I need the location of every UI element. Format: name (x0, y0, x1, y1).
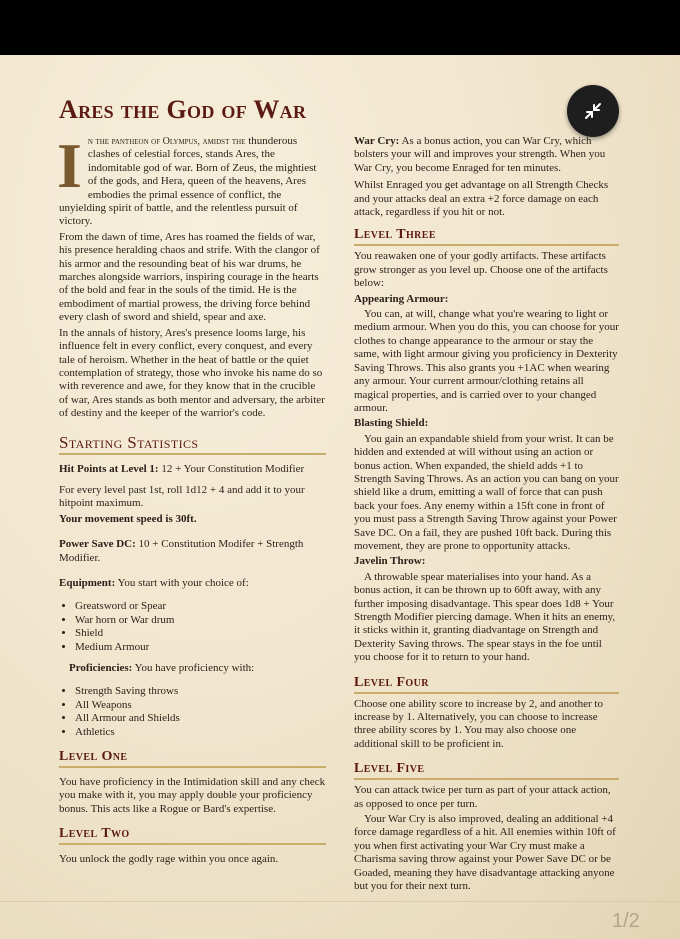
list-item: • All Armour and Shields (75, 712, 326, 725)
intro-paragraph (57, 130, 326, 229)
document-page (0, 55, 680, 939)
list-item: • Strength Saving throws (75, 685, 326, 698)
page-number: 1/2 (612, 910, 640, 932)
equipment-list (59, 600, 326, 654)
level-two-text: You unlock the godly rage within you once again. (59, 853, 279, 866)
right-column (354, 135, 619, 896)
list-item: • Athletics (75, 726, 326, 739)
level-one-heading: Level One (59, 749, 326, 768)
movement-speed: Your movement speed is 30ft. (59, 512, 197, 525)
intro-rest: thunderous clashes of celestial forces, stands Ares, the indomitable god of war. Born of Zeus, the mightiest of the gods, and Hera, queen of the heavens, Ares embodies the primal essence of conflict, the unyielding spirit of battle, and the relentless pursuit of victory. (59, 135, 317, 228)
starting-statistics-heading: Starting Statistics (59, 433, 326, 455)
level-five-text-2: Your War Cry is also improved, dealing an additional +4 force damage regardless of a hit. All enemies within 10ft of you when first activating your War Cry must make a Charisma saving throw against your Power Save DC or be Goaded, meaning they have disadvantage attacking anyone but you for their next turn. (354, 813, 616, 893)
minimize-arrows-icon (582, 100, 604, 122)
exit-fullscreen-button[interactable] (567, 85, 619, 137)
intro-paragraph-2: From the dawn of time, Ares has roamed the fields of war, his presence heralding chaos and strife. With the clangor of his armor and the resounding beat of his war drums, he marches alongside warriors, inspiring courage in the hearts of the bold and fear in the souls of the timid. He is the embodiment of martial prowess, the driving force behind every clash of sword and shield, spear and axe. (59, 230, 320, 324)
artifact-text-armour: You can, at will, change what you're wearing to light or medium armour. When you do this, you can choose for your clothes to change appearance to the armour or stay the same, with light armour giving you proficiency in Dexterity Saving Throws. This also grants you +1AC when wearing any armour. Your current armour/clothing retains all magical properties, and is carried over to your changed armour. (354, 308, 619, 414)
list-item: • War horn or War drum (75, 614, 326, 627)
proficiencies: Proficiencies: You have proficiency with: (69, 662, 255, 674)
artifact-title-shield: Blasting Shield: (354, 417, 429, 430)
level-five-text: You can attack twice per turn as part of your attack action, as opposed to once per turn. (354, 784, 611, 810)
power-save-dc: Power Save DC: 10 + Constitution Modifer + Strength Modifier. (59, 538, 304, 564)
list-item: • All Weapons (75, 699, 326, 712)
level-five-heading: Level Five (354, 761, 619, 780)
level-two-heading: Level Two (59, 826, 326, 845)
level-four-text: Choose one ability score to increase by 2, and another to increase by 1. Alternatively, you can choose to increase three ability scores by 1. You may also choose one additional skill to be proficient in. (354, 697, 603, 750)
intro-lead: n the pantheon of Olympus, amidst the (87, 136, 246, 147)
artifact-text-shield: You gain an expandable shield from your wrist. It can be hidden and extended at will without using an action or bonus action. When expanded, the shield adds +1 to Strength Saving Throws. As an action you can bang on your shield like a drum, emitting a wall of force that can push back your foes. Any enemy within a 15ft cone in front of you must pass a Strength Saving Throw against your Power Save DC. On a fail, they are pushed 10ft back. During this movement, they are prone to opportunity attacks. (354, 432, 619, 552)
left-column (57, 130, 326, 869)
artifact-text-javelin: A throwable spear materialises into your hand. As a bonus action, it can be thrown up to 60ft away, with any further imposing disadvantage. This spear does 1d8 + Your Strength Modifier piercing damage. When it hits an enemy, it sticks within it, granting diadvantage on Strength and Dexterity Saving throws. The spear stays in the foe until you choose for it to return to your hand. (354, 570, 616, 664)
hit-points-detail: For every level past 1st, roll 1d12 + 4 and add it to your hitpoint maximum. (59, 483, 305, 510)
artifact-title-javelin: Javelin Throw: (354, 555, 426, 568)
war-cry: War Cry: As a bonus action, you can War Cry, which bolsters your will and improves your strength. When you War Cry, you become Enraged for ten minutes. (354, 135, 606, 174)
level-three-intro: You reawaken one of your godly artifacts. These artifacts grow stronger as you level up. Choose one of the artifacts below: (354, 250, 608, 290)
hit-points: Hit Points at Level 1: 12 + Your Constitution Modifier (59, 462, 305, 475)
equipment: Equipment: You start with your choice of: (59, 576, 249, 589)
artifact-title-armour: Appearing Armour: (354, 292, 449, 305)
list-item: • Shield (75, 627, 326, 640)
war-cry-enraged: Whilst Enraged you get advantage on all Strength Checks and your attacks deal an extra +2 force damage on each attack, regardless if you hit or not. (354, 179, 609, 219)
intro-paragraph-3: In the annals of history, Ares's presence looms large, his influence felt in every conflict, every conquest, and every tale of heroism. Whether in the heat of battle or the quiet contemplation of strategy, those who invoke his name do so with reverence and awe, for they know that in the crucible of war, Ares stands as both mentor and adversary, the arbiter of destiny and the keeper of the warrior's code. (59, 326, 325, 420)
list-item: • Greatsword or Spear (75, 600, 326, 613)
level-one-text: You have proficiency in the Intimidation skill and any check you make with it, you may apply double your proficiency bonus. This acts like a Rogue or Bard's expertise. (59, 776, 326, 815)
drop-cap: I (57, 130, 82, 201)
page-title: Ares the God of War (59, 95, 307, 124)
proficiency-list (59, 685, 326, 739)
page-footer-divider (0, 901, 680, 910)
level-three-heading: Level Three (354, 227, 619, 246)
level-four-heading: Level Four (354, 675, 619, 694)
list-item: • Medium Armour (75, 641, 326, 654)
